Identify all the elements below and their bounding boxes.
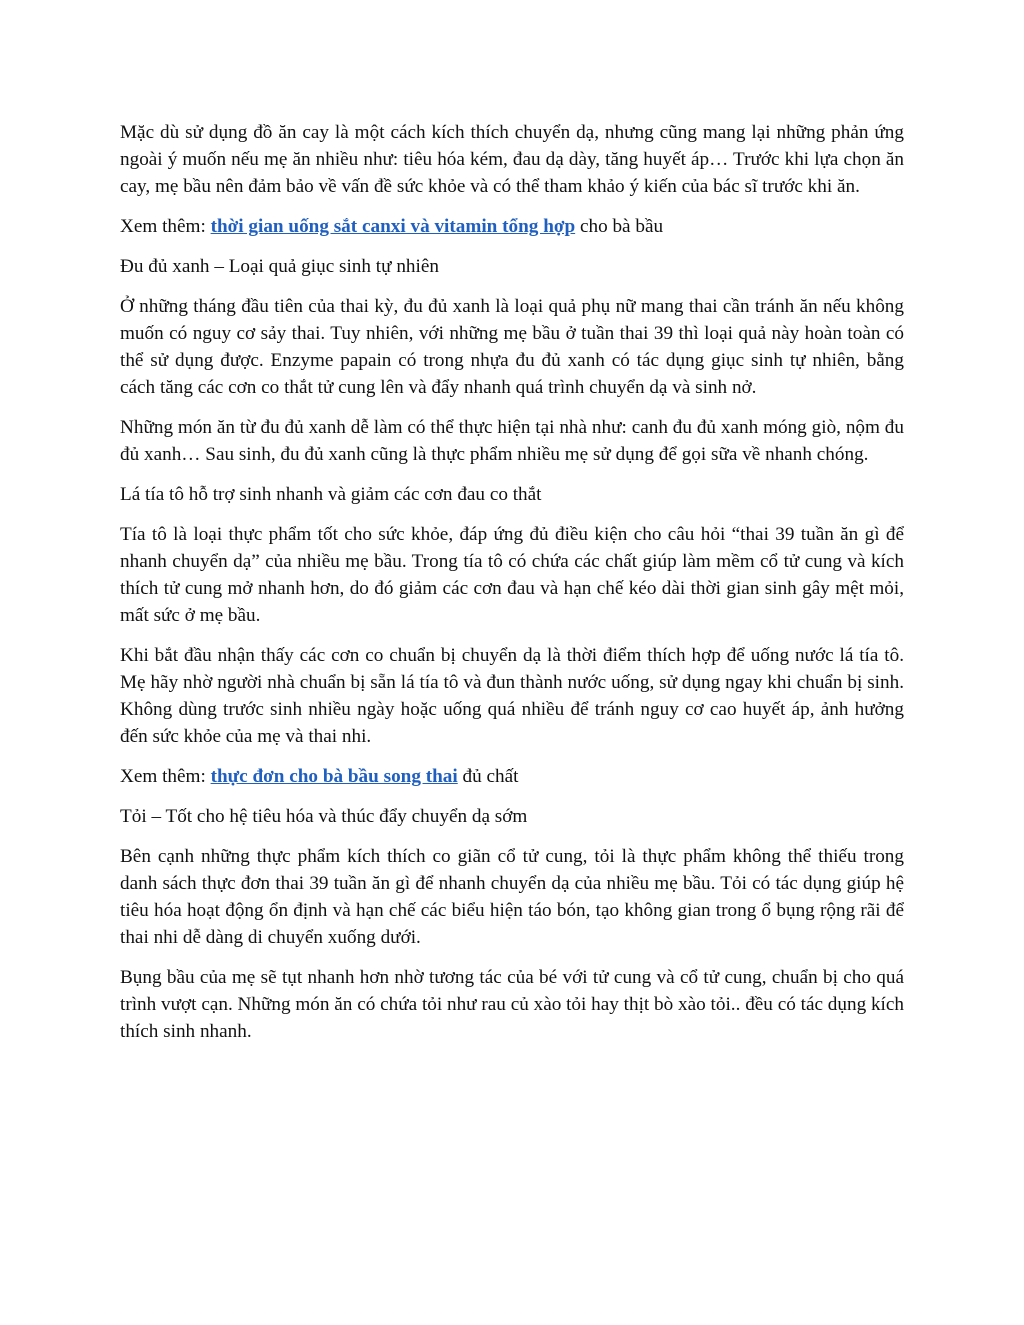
- heading-garlic: Tỏi – Tốt cho hệ tiêu hóa và thúc đẩy chuyển dạ sớm: [120, 806, 528, 827]
- see-more-suffix: cho bà bầu: [575, 216, 664, 237]
- see-more-prefix: Xem thêm:: [120, 216, 211, 237]
- paragraph-garlic-2: Bụng bầu của mẹ sẽ tụt nhanh hơn nhờ tương tác của bé với tử cung và cổ tử cung, chuẩn bị cho quá trình vượt cạn. Những món ăn có chứa tỏi như rau củ xào tỏi hay thịt bò xào tỏi.. đều có tác dụng kích thích sinh nhanh.: [120, 967, 904, 1042]
- see-more-line-2: [120, 763, 904, 790]
- paragraph-perilla-2: Khi bắt đầu nhận thấy các cơn co chuẩn bị chuyển dạ là thời điểm thích hợp để uống nước lá tía tô. Mẹ hãy nhờ người nhà chuẩn bị sẵn lá tía tô và đun thành nước uống, sử dụng ngay khi chuẩn bị sinh. Không dùng trước sinh nhiều ngày hoặc uống quá nhiều để tránh nguy cơ cao huyết áp, ảnh hưởng đến sức khỏe của mẹ và thai nhi.: [120, 645, 904, 747]
- see-more-line-1: [120, 213, 904, 240]
- paragraph-papaya-1: Ở những tháng đầu tiên của thai kỳ, đu đủ xanh là loại quả phụ nữ mang thai cần tránh ăn nếu không muốn có nguy cơ sảy thai. Tuy nhiên, với những mẹ bầu ở tuần thai 39 thì loại quả này hoàn toàn có thể sử dụng được. Enzyme papain có trong nhựa đu đủ xanh có tác dụng giục sinh tự nhiên, bằng cách tăng các cơn co thắt tử cung lên và đẩy nhanh quá trình chuyển dạ và sinh nở.: [120, 296, 904, 398]
- heading-green-papaya: Đu đủ xanh – Loại quả giục sinh tự nhiên: [120, 256, 439, 277]
- heading-perilla: Lá tía tô hỗ trợ sinh nhanh và giảm các cơn đau co thắt: [120, 484, 542, 505]
- paragraph-garlic-1: Bên cạnh những thực phẩm kích thích co giãn cổ tử cung, tỏi là thực phẩm không thể thiếu trong danh sách thực đơn thai 39 tuần ăn gì để nhanh chuyển dạ của nhiều mẹ bầu. Tỏi có tác dụng giúp hệ tiêu hóa hoạt động ổn định và hạn chế các biểu hiện táo bón, tạo không gian trong ổ bụng rộng rãi để thai nhi dễ dàng di chuyển xuống dưới.: [120, 846, 904, 948]
- see-more-suffix: đủ chất: [457, 766, 519, 787]
- paragraph-spicy-food: Mặc dù sử dụng đồ ăn cay là một cách kích thích chuyển dạ, nhưng cũng mang lại những phản ứng ngoài ý muốn nếu mẹ ăn nhiều như: tiêu hóa kém, đau dạ dày, tăng huyết áp… Trước khi lựa chọn ăn cay, mẹ bầu nên đảm bảo về vấn đề sức khỏe và có thể tham khảo ý kiến của bác sĩ trước khi ăn.: [120, 122, 904, 197]
- paragraph-papaya-2: Những món ăn từ đu đủ xanh dễ làm có thể thực hiện tại nhà như: canh đu đủ xanh móng giò, nộm đu đủ xanh… Sau sinh, đu đủ xanh cũng là thực phẩm nhiều mẹ sử dụng để gọi sữa về nhanh chóng.: [120, 417, 904, 465]
- link-iron-calcium-vitamin[interactable]: thời gian uống sắt canxi và vitamin tổng hợp: [210, 216, 576, 237]
- see-more-prefix: Xem thêm:: [120, 766, 211, 787]
- document-body: [120, 119, 904, 1058]
- paragraph-perilla-1: Tía tô là loại thực phẩm tốt cho sức khỏe, đáp ứng đủ điều kiện cho câu hỏi “thai 39 tuần ăn gì để nhanh chuyển dạ” của nhiều mẹ bầu. Trong tía tô có chứa các chất giúp làm mềm cổ tử cung và kích thích tử cung mở nhanh hơn, do đó giảm các cơn đau và hạn chế kéo dài thời gian sinh gây mệt mỏi, mất sức ở mẹ bầu.: [120, 524, 904, 626]
- link-twin-pregnancy-menu[interactable]: thực đơn cho bà bầu song thai: [210, 766, 458, 787]
